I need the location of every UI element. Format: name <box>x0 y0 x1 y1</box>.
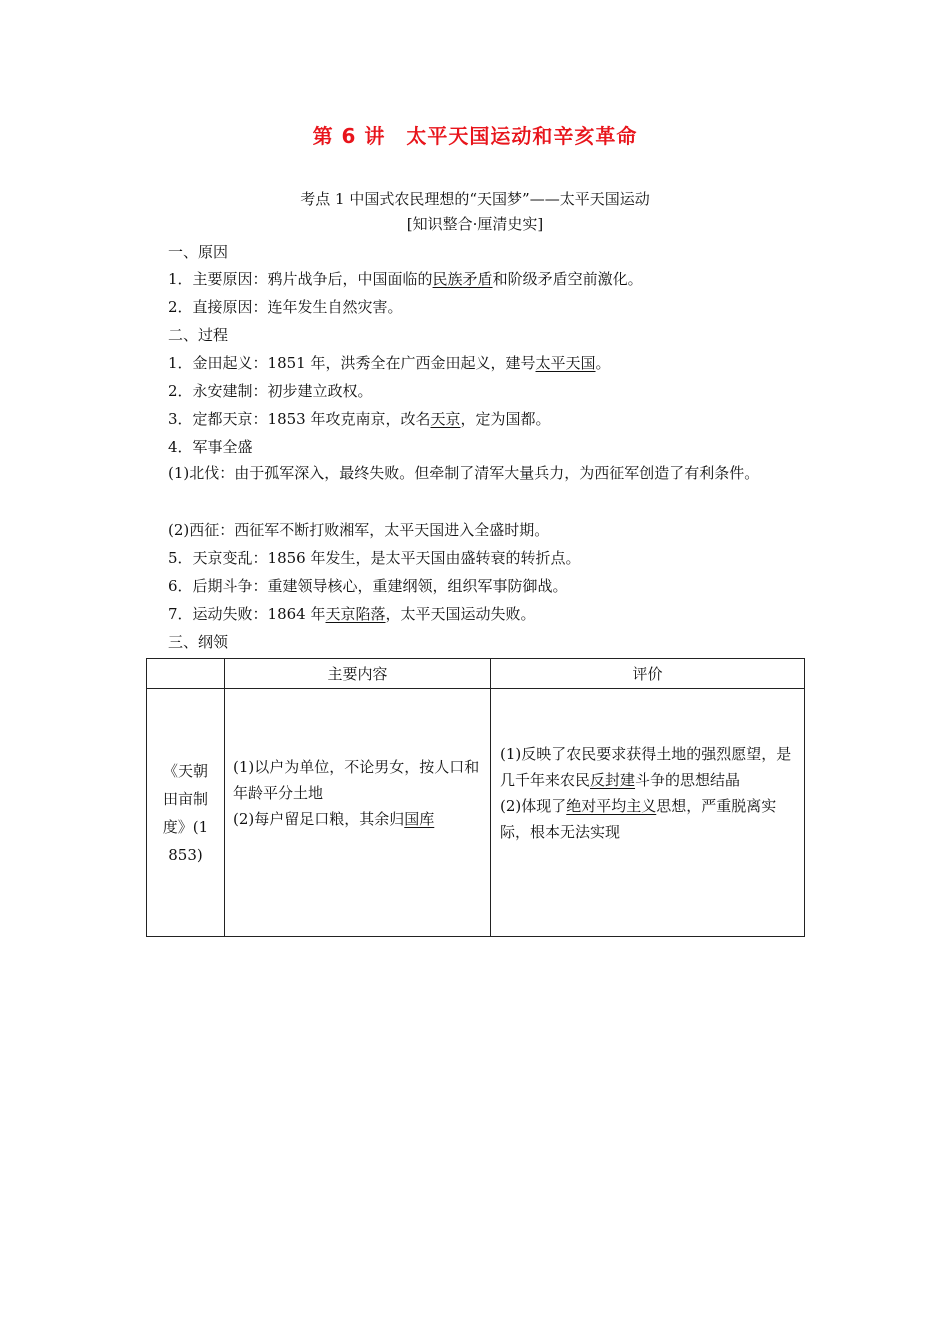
header-content: 主要内容 <box>225 659 491 689</box>
table-header-row <box>147 659 805 689</box>
underlined-term: 天京陷落 <box>325 605 386 623</box>
section-tag: [知识整合·厘清史实] <box>406 215 544 233</box>
section-heading-program: 三、纲领 <box>168 633 229 651</box>
process-tianjing-incident: 5．天京变乱：1856 年发生，是太平天国由盛转衰的转折点。 <box>168 549 581 567</box>
cause-main: 1．主要原因：鸦片战争后，中国面临的民族矛盾和阶级矛盾空前激化。 <box>168 270 643 288</box>
process-jintian: 1．金田起义：1851 年，洪秀全在广西金田起义，建号太平天国。 <box>168 354 611 372</box>
content-item-1: (1)以户为单位，不论男女，按人口和年龄平分土地 <box>233 757 480 802</box>
document-name-cell: 《天朝田亩制度》(1853) <box>147 689 225 937</box>
content-item-2: (2)每户留足口粮，其余归国库 <box>233 809 435 828</box>
underlined-term: 国库 <box>404 809 435 828</box>
process-tianjing: 3．定都天京：1853 年攻克南京，改名天京，定为国都。 <box>168 410 551 428</box>
lesson-title: 第 6 讲 太平天国运动和辛亥革命 <box>312 124 638 148</box>
underlined-term: 反封建 <box>590 770 636 789</box>
underlined-term: 天京 <box>430 410 461 428</box>
evaluation-item-1: (1)反映了农民要求获得土地的强烈愿望，是几千年来农民反封建斗争的思想结晶 <box>500 744 792 789</box>
process-failure: 7．运动失败：1864 年天京陷落，太平天国运动失败。 <box>168 605 536 623</box>
header-evaluation: 评价 <box>491 659 805 689</box>
topic-subtitle: 考点 1 中国式农民理想的“天国梦”——太平天国运动 <box>300 190 650 208</box>
process-western-expedition: (2)西征：西征军不断打败湘军，太平天国进入全盛时期。 <box>168 521 550 539</box>
cause-direct: 2．直接原因：连年发生自然灾害。 <box>168 298 403 316</box>
evaluation-item-2: (2)体现了绝对平均主义思想，严重脱离实际，根本无法实现 <box>500 796 777 841</box>
process-northern-expedition: (1)北伐：由于孤军深入，最终失败。但牵制了清军大量兵力，为西征军创造了有利条件。 <box>168 464 760 482</box>
header-blank <box>147 659 225 689</box>
underlined-term: 太平天国 <box>535 354 596 372</box>
process-later-struggle: 6．后期斗争：重建领导核心，重建纲领，组织军事防御战。 <box>168 577 568 595</box>
section-heading-process: 二、过程 <box>168 326 229 344</box>
evaluation-cell <box>491 689 805 937</box>
underlined-term: 民族矛盾 <box>432 270 493 288</box>
process-military: 4．军事全盛 <box>168 438 253 456</box>
program-table <box>146 658 805 937</box>
section-heading-causes: 一、原因 <box>168 243 229 261</box>
content-cell <box>225 689 491 937</box>
underlined-term: 绝对平均主义 <box>566 796 657 815</box>
process-yongan: 2．永安建制：初步建立政权。 <box>168 382 373 400</box>
table-row <box>147 689 805 937</box>
